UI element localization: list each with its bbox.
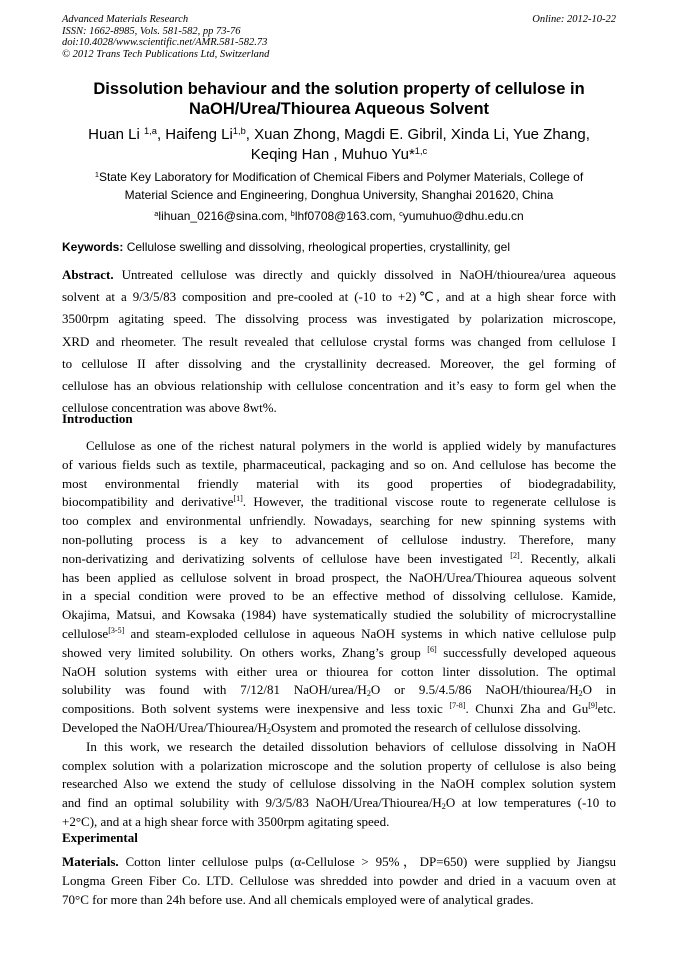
- line-text: In this work, we research the detailed dissolution behaviors of cellulose dissolving in NaOH: [86, 738, 616, 754]
- line-text: cellulose: [62, 625, 109, 641]
- journal-header: [62, 14, 616, 60]
- line-text: most environmental friendly material with its good properties of biodegradability,: [62, 475, 616, 491]
- subscript: 2: [578, 689, 583, 699]
- line-text: NaOH solution systems with either urea or thiourea for cotton linter dissolution. The optimal: [62, 663, 616, 679]
- line-text: in a special condition were proved to be an effective method of dissolving cellulose. Kamide,: [62, 588, 616, 604]
- subscript: 2: [366, 689, 371, 699]
- introduction-line: [62, 493, 616, 512]
- abstract-line: cellulose has an obvious relationship with cellulose concentration and it’s easy to form gel when the: [62, 378, 616, 394]
- author-sep: ,: [245, 126, 255, 143]
- introduction-line: [62, 663, 616, 682]
- abstract: [62, 264, 616, 419]
- introduction-line: [62, 437, 616, 456]
- line-text: Cellulose as one of the richest natural polymers in the world is applied widely by manufactures: [86, 438, 616, 453]
- issn-line: ISSN: 1662-8985, Vols. 581-582, pp 73-76: [62, 25, 241, 37]
- doi-line: doi:10.4028/www.scientific.net/AMR.581-582.73: [62, 37, 268, 48]
- citation-ref: [1]: [233, 494, 243, 504]
- author-name: Keqing Han , Muhuo Yu*: [250, 146, 415, 163]
- introduction-line: [62, 775, 616, 794]
- email-link[interactable]: yumuhuo@dhu.edu.cn: [402, 209, 524, 223]
- abstract-line: to cellulose II after dissolving and the crystallinity decreased. Moreover, the gel forming of: [62, 355, 616, 371]
- materials-paragraph: [62, 853, 616, 909]
- line-text: . However, the traditional viscose route to regenerate cellulose is: [242, 494, 616, 510]
- author-name: Huan Li: [88, 126, 144, 143]
- line-text: etc.: [597, 701, 616, 717]
- abstract-line: solvent at a 9/3/5/83 composition and pre-cooled at (-10 to +2)℃, and at a high shear force with: [62, 289, 616, 305]
- line-text: too complex and environmental unfriendly. Nowadays, searching for new spinning systems with: [62, 513, 616, 529]
- email-mark: a: [154, 208, 159, 218]
- affiliation-mark: 1: [94, 169, 99, 179]
- introduction-line: [62, 738, 616, 757]
- introduction-line: [62, 719, 616, 738]
- line-text: biocompatibility and derivative: [62, 494, 234, 510]
- line-text: O or 9.5/4.5/86 NaOH/thiourea/H: [370, 682, 579, 698]
- citation-ref: [2]: [510, 550, 520, 560]
- title-line-2: NaOH/Urea/Thiourea Aqueous Solvent: [188, 100, 490, 118]
- materials-text: Cotton linter cellulose pulps (α-Cellulose > 95%，DP=650) were supplied by Jiangsu: [118, 854, 616, 869]
- copyright-line: © 2012 Trans Tech Publications Ltd, Switzerland: [62, 48, 270, 60]
- affiliation-text: State Key Laboratory for Modification of Chemical Fibers and Polymer Materials, College of: [98, 170, 584, 184]
- keywords-label: Keywords:: [62, 240, 124, 254]
- line-text: and find an optimal solubility with 9/3/5/83 NaOH/Urea/Thiourea/H: [62, 795, 442, 811]
- materials-line: 70°C for more than 24h before use. And all chemicals employed were of analytical grades.: [62, 891, 534, 907]
- author-affil-mark: 1,c: [414, 145, 428, 156]
- introduction-line: [62, 625, 616, 644]
- abstract-line: [62, 264, 616, 286]
- journal-name: Advanced Materials Research: [62, 14, 189, 25]
- paper-title: [62, 79, 616, 119]
- line-text: O in: [582, 682, 617, 698]
- introduction-line: [62, 813, 616, 832]
- introduction-line: [62, 512, 616, 531]
- email-link[interactable]: lihuan_0216@sina.com,: [158, 209, 291, 223]
- line-text: Osystem and promoted the research of cellulose dissolving.: [271, 719, 581, 735]
- author-name: Haifeng Li: [165, 126, 233, 143]
- abstract-line: cellulose concentration was above 8wt%.: [62, 400, 277, 416]
- materials-label: Materials.: [62, 854, 119, 869]
- materials-line: [62, 853, 616, 872]
- introduction-line: [62, 569, 616, 588]
- line-text: has been applied as cellulose solvent in broad prospect, the NaOH/Urea/Thiourea aqueous solvent: [62, 569, 616, 585]
- introduction-line: [62, 794, 616, 813]
- author-emails: [62, 209, 616, 224]
- author-line-1: [50, 125, 628, 145]
- introduction-line: [62, 475, 616, 494]
- author-list: [50, 125, 628, 165]
- introduction-line: [62, 700, 616, 719]
- line-text: non-derivatizing and derivatizing solvents of cellulose have been investigated: [62, 550, 511, 566]
- email-mark: b: [290, 208, 295, 218]
- line-text: and steam-exploded cellulose in aqueous NaOH systems in which native cellulose pulp: [124, 625, 616, 641]
- author-affil-mark: 1,a: [144, 125, 157, 136]
- citation-ref: [6]: [427, 644, 437, 654]
- introduction-line: [62, 644, 616, 663]
- online-date: Online: 2012-10-22: [532, 14, 616, 25]
- abstract-label: Abstract.: [62, 267, 114, 282]
- affiliation-line-1: [80, 168, 598, 186]
- introduction-heading: Introduction: [62, 411, 133, 426]
- affiliation: [80, 168, 598, 204]
- citation-ref: [3-5]: [108, 626, 125, 636]
- line-text: complex solution with a polarization microscope and the solution property of cellulose is also being: [62, 757, 616, 773]
- line-text: researched Also we extend the study of cellulose dissolving in the NaOH complex solution system: [62, 776, 616, 792]
- email-link[interactable]: lhf0708@163.com,: [294, 209, 400, 223]
- experimental-heading: Experimental: [62, 830, 138, 845]
- line-text: solubility was found with 7/12/81 NaOH/urea/H: [62, 682, 367, 698]
- author-name: Xuan Zhong, Magdi E. Gibril, Xinda Li, Yue Zhang,: [254, 126, 590, 143]
- author-affil-mark: 1,b: [232, 125, 246, 136]
- line-text: compositions. Both solvent systems were inexpensive and less toxic: [62, 701, 450, 717]
- introduction-line: [62, 456, 616, 475]
- line-text: non-polluting process is a key to advancement of cellulose industry. Therefore, many: [62, 531, 616, 547]
- introduction-line: [62, 757, 616, 776]
- author-sep: ,: [156, 126, 166, 143]
- line-text: Okajima, Matsui, and Kowsaka (1984) have systematically studied the solubility of microcrystalline: [62, 607, 616, 623]
- introduction-line: [62, 606, 616, 625]
- line-text: successfully developed aqueous: [436, 644, 616, 660]
- line-text: +2°C), and at a high shear force with 3500rpm agitating speed.: [62, 813, 390, 829]
- line-text: showed very limited solubility. On others works, Zhang’s group: [62, 644, 428, 660]
- abstract-text: Untreated cellulose was directly and quickly dissolved in NaOH/thiourea/urea aqueous: [113, 267, 616, 282]
- keywords-text: Cellulose swelling and dissolving, rheological properties, crystallinity, gel: [123, 240, 510, 254]
- author-line-2: [50, 145, 628, 165]
- subscript: 2: [441, 802, 446, 812]
- line-text: . Chunxi Zha and Gu: [465, 701, 589, 717]
- introduction-line: [62, 587, 616, 606]
- line-text: of various fields such as textile, pharmaceutical, packaging and so on. And cellulose has become the: [62, 456, 616, 472]
- affiliation-line-2: Material Science and Engineering, Donghua University, Shanghai 201620, China: [124, 188, 554, 202]
- citation-ref: [9]: [588, 701, 598, 711]
- abstract-line: 3500rpm agitating speed. The dissolving process was investigated by polarization microscope,: [62, 311, 616, 327]
- introduction-body: [62, 437, 616, 832]
- subscript: 2: [267, 726, 272, 736]
- materials-line: Longma Green Fiber Co. LTD. Cellulose was shredded into powder and dried in a vacuum oven at: [62, 872, 616, 888]
- line-text: O at low temperatures (-10 to: [445, 795, 616, 811]
- title-line-1: Dissolution behaviour and the solution property of cellulose in: [93, 80, 585, 98]
- abstract-line: XRD and rheometer. The result revealed that cellulose crystal forms was changed from cellulose I: [62, 333, 616, 349]
- keywords: [62, 240, 616, 255]
- introduction-line: [62, 550, 616, 569]
- citation-ref: [7-8]: [449, 701, 466, 711]
- line-text: Developed the NaOH/Urea/Thiourea/H: [62, 719, 268, 735]
- introduction-line: [62, 531, 616, 550]
- email-mark: c: [399, 208, 403, 218]
- line-text: . Recently, alkali: [519, 550, 616, 566]
- introduction-line: [62, 681, 616, 700]
